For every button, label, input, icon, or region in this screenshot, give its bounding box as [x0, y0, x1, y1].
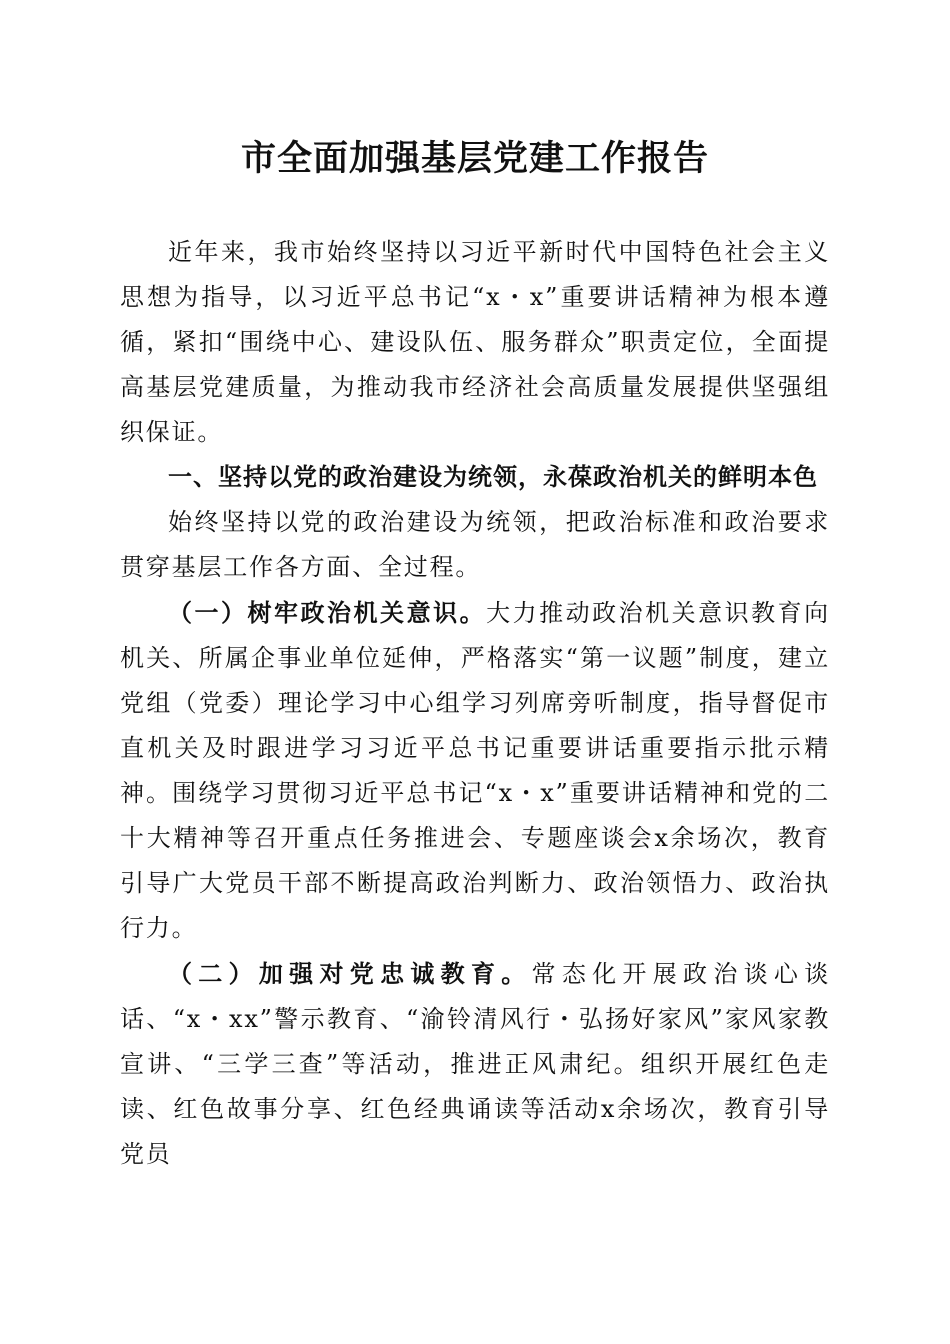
section-1-item-2	[120, 951, 830, 1177]
item-2-text: 常态化开展政治谈心谈话、“x・xx”警示教育、“渝铃清风行・弘扬好家风”家风家教宣讲、“三学三查”等活动，推进正风肃纪。组织开展红色走读、红色故事分享、红色经典诵读等活动x余场次，教育引导党员	[120, 960, 830, 1168]
intro-paragraph: 近年来，我市始终坚持以习近平新时代中国特色社会主义思想为指导，以习近平总书记“x・x”重要讲话精神为根本遵循，紧扣“围绕中心、建设队伍、服务群众”职责定位，全面提高基层党建质量，为推动我市经济社会高质量发展提供坚强组织保证。	[120, 238, 830, 446]
item-1-heading: （一）树牢政治机关意识。	[168, 598, 487, 627]
section-1-item-1	[120, 590, 830, 951]
section-1-paragraph: 始终坚持以党的政治建设为统领，把政治标准和政治要求贯穿基层工作各方面、全过程。	[120, 508, 830, 581]
section-1-heading: 一、坚持以党的政治建设为统领，永葆政治机关的鲜明本色	[168, 463, 818, 491]
document-body	[120, 230, 830, 1177]
document-title: 市全面加强基层党建工作报告	[240, 138, 709, 179]
item-2-heading: （二）加强对党忠诚教育。	[168, 959, 532, 988]
item-1-text: 大力推动政治机关意识教育向机关、所属企事业单位延伸，严格落实“第一议题”制度，建立党组（党委）理论学习中心组学习列席旁听制度，指导督促市直机关及时跟进学习习近平总书记重要讲话重要指示批示精神。围绕学习贯彻习近平总书记“x・x”重要讲话精神和党的二十大精神等召开重点任务推进会、专题座谈会x余场次，教育引导广大党员干部不断提高政治判断力、政治领悟力、政治执行力。	[120, 599, 830, 942]
